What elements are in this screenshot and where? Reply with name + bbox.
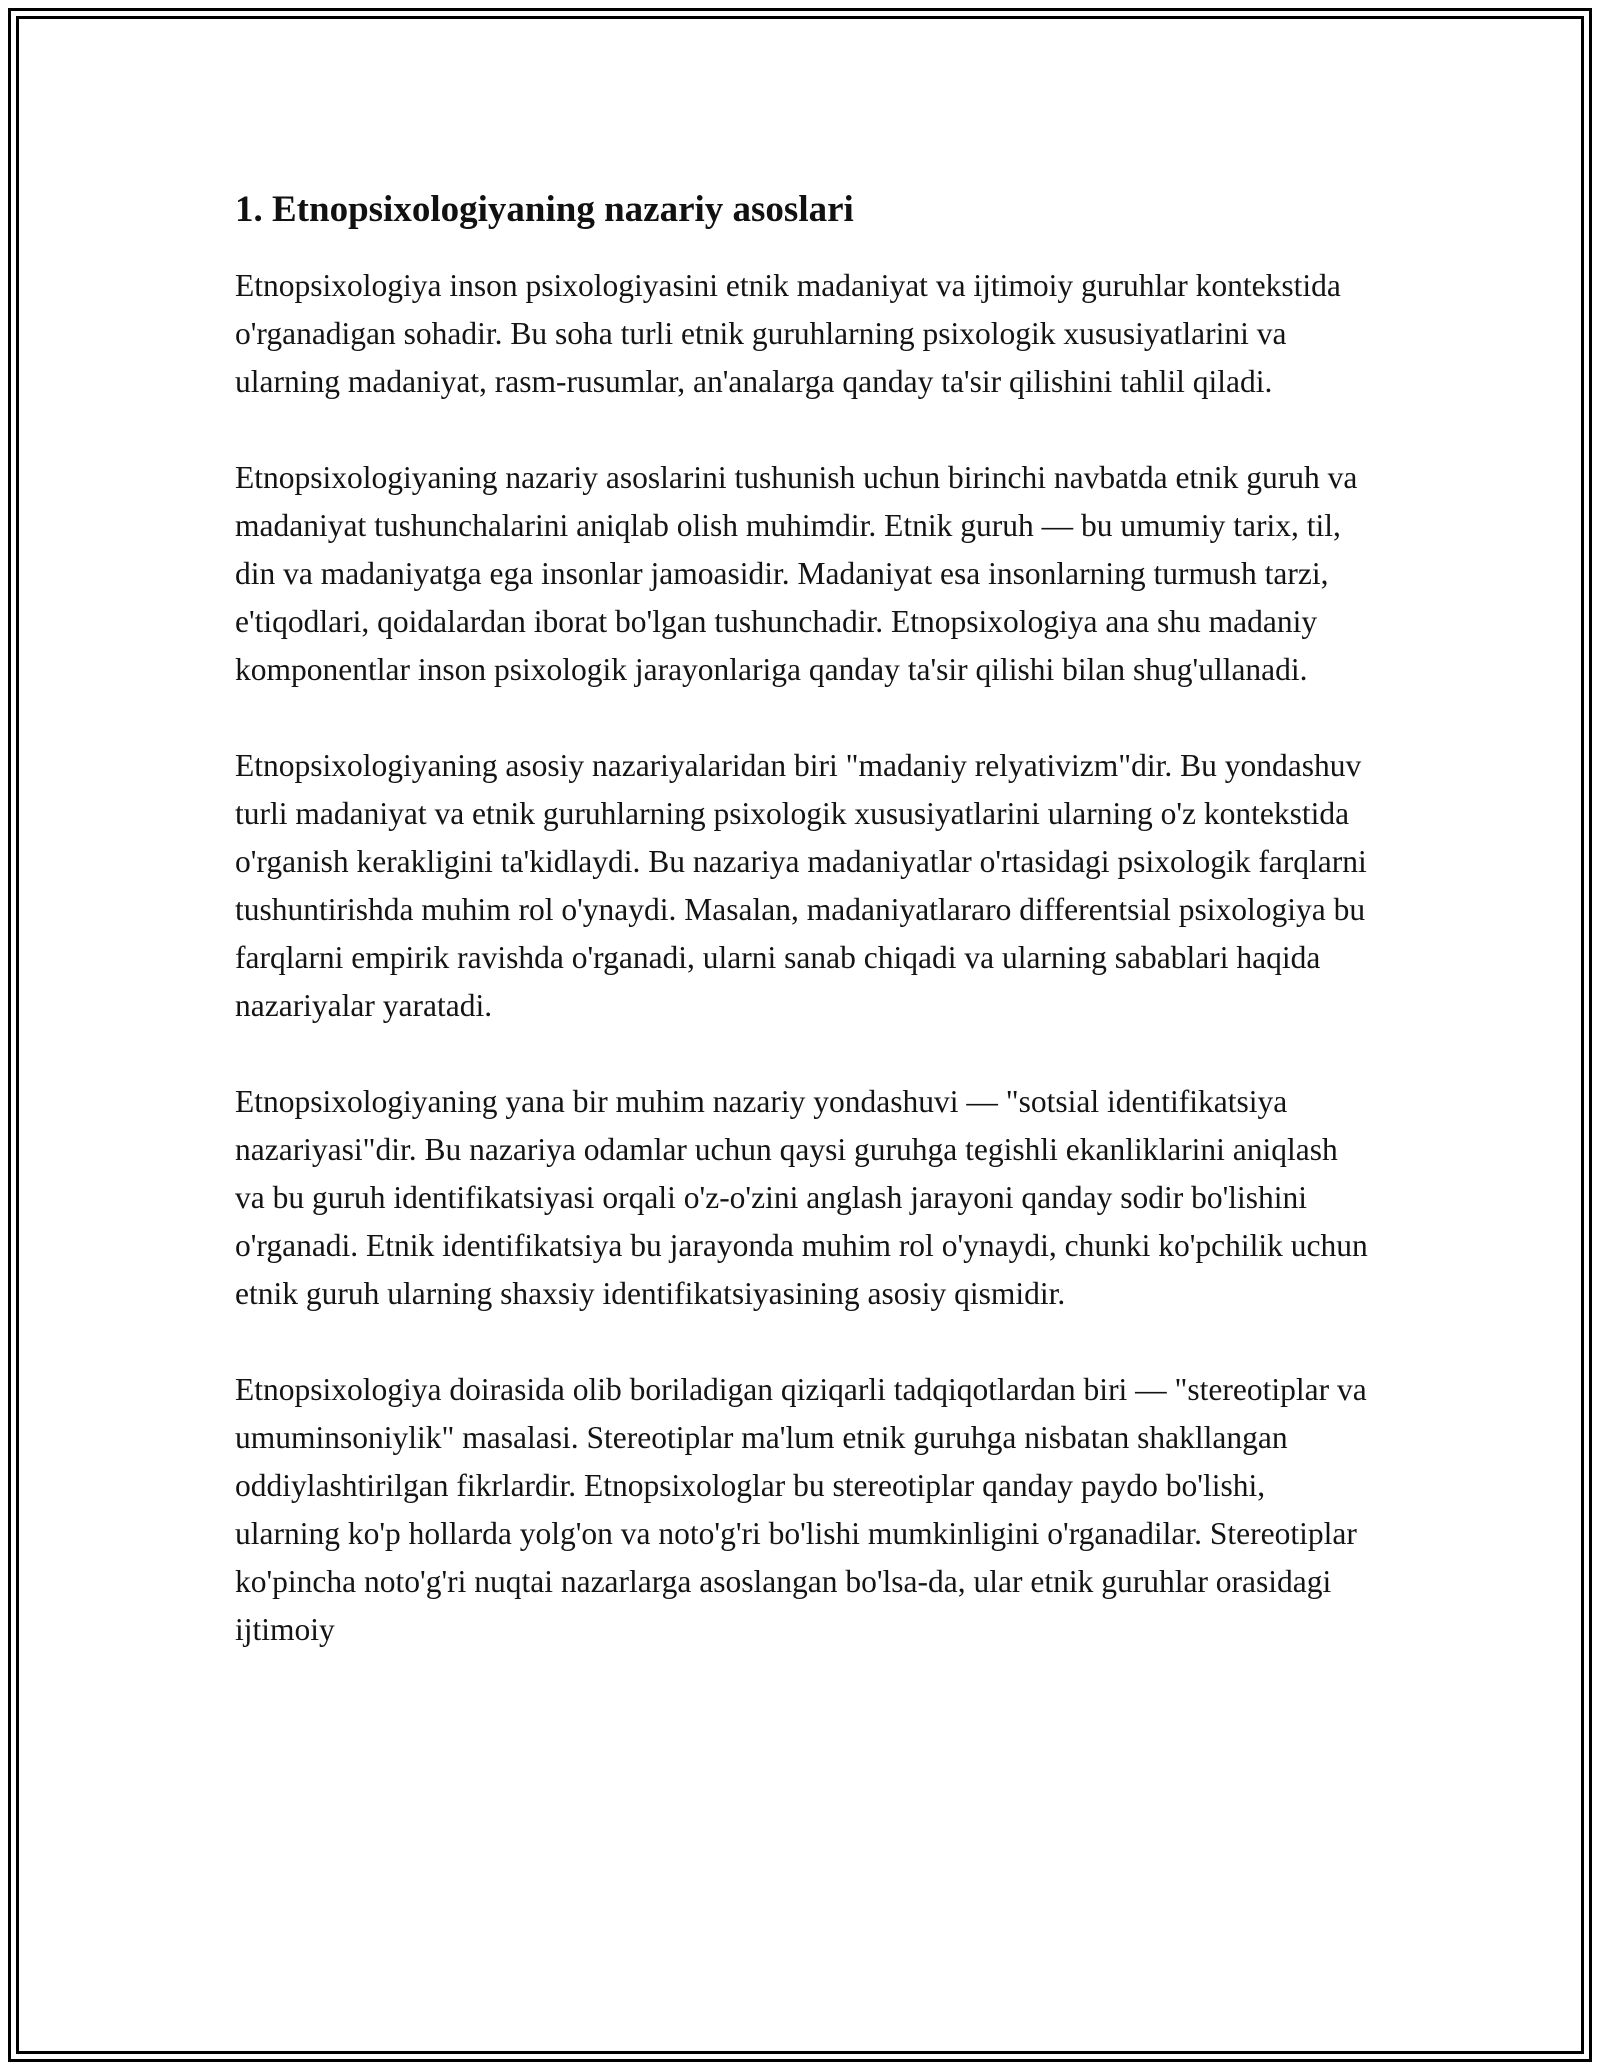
paragraph-stereotypes: Etnopsixologiya doirasida olib boriladigan qiziqarli tadqiqotlardan biri — "stereotiplar va umuminsoniylik" masalasi. Stereotiplar ma'lum etnik guruhga nisbatan shakllangan oddiylashtirilgan fikrlardir. Etnopsixologlar bu stereotiplar qanday paydo bo'lishi, ularning ko'p hollarda yolg'on va noto'g'ri bo'lishi mumkinligini o'rganadilar. Stereotiplar ko'pincha noto'g'ri nuqtai nazarlarga asoslangan bo'lsa-da, ular etnik guruhlar orasidagi ijtimoiy <box>235 1372 1367 1648</box>
paragraph-intro: Etnopsixologiya inson psixologiyasini etnik madaniyat va ijtimoiy guruhlar kontekstida o'rganadigan sohadir. Bu soha turli etnik guruhlarning psixologik xususiyatlarini va ularning madaniyat, rasm-rusumlar, an'analarga qanday ta'sir qilishini tahlil qiladi. <box>235 268 1341 400</box>
paragraph-cultural-relativism: Etnopsixologiyaning asosiy nazariyalaridan biri "madaniy relyativizm"dir. Bu yondashuv turli madaniyat va etnik guruhlarning psixologik xususiyatlarini ularning o'z kontekstida o'rganish kerakligini ta'kidlaydi. Bu nazariya madaniyatlar o'rtasidagi psixologik farqlarni tushuntirishda muhim rol o'ynaydi. Masalan, madaniyatlararo differentsial psixologiya bu farqlarni empirik ravishda o'rganadi, ularni sanab chiqadi va ularning sabablari haqida nazariyalar yaratadi. <box>235 748 1367 1024</box>
paragraph-social-identity: Etnopsixologiyaning yana bir muhim nazariy yondashuvi — "sotsial identifikatsiya nazariyasi"dir. Bu nazariya odamlar uchun qaysi guruhga tegishli ekanliklarini aniqlash va bu guruh identifikatsiyasi orqali o'z-o'zini anglash jarayoni qanday sodir bo'lishini o'rganadi. Etnik identifikatsiya bu jarayonda muhim rol o'ynaydi, chunki ko'pchilik uchun etnik guruh ularning shaxsiy identifikatsiyasining asosiy qismidir. <box>235 1084 1368 1312</box>
document-body <box>235 188 1375 1702</box>
paragraph-definitions: Etnopsixologiyaning nazariy asoslarini tushunish uchun birinchi navbatda etnik guruh va madaniyat tushunchalarini aniqlab olish muhimdir. Etnik guruh — bu umumiy tarix, til, din va madaniyatga ega insonlar jamoasidir. Madaniyat esa insonlarning turmush tarzi, e'tiqodlari, qoidalardan iborat bo'lgan tushunchadir. Etnopsixologiya ana shu madaniy komponentlar inson psixologik jarayonlariga qanday ta'sir qilishi bilan shug'ullanadi. <box>235 460 1358 688</box>
section-heading: 1. Etnopsixologiyaning nazariy asoslari <box>235 189 854 230</box>
